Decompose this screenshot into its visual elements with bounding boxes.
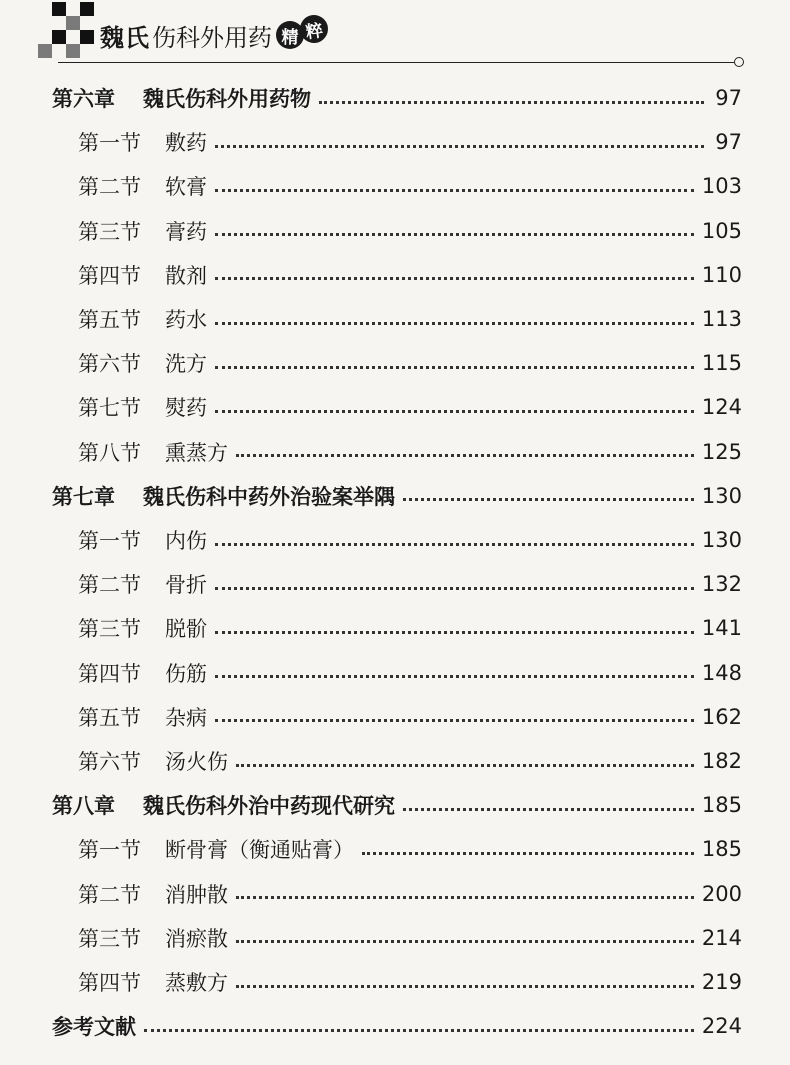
dot-leader <box>215 277 694 280</box>
toc-page-number: 103 <box>701 174 742 199</box>
toc-section-entry[interactable] <box>78 301 742 337</box>
header-rule-end-circle <box>734 57 744 67</box>
toc-entry-label: 第八章 <box>52 793 115 819</box>
toc-page-number: 214 <box>701 925 742 950</box>
toc-page-number: 97 <box>715 86 742 110</box>
toc-page-number: 148 <box>701 660 742 685</box>
toc-section-entry[interactable] <box>78 920 742 956</box>
toc-chapter-entry[interactable] <box>52 478 742 514</box>
toc-entry-label: 第七节 <box>78 396 141 421</box>
toc-section-entry[interactable] <box>78 213 742 249</box>
toc-entry-label: 第六章 <box>52 86 115 111</box>
toc-entry-label: 第四节 <box>78 661 141 686</box>
toc-section-entry[interactable] <box>78 964 742 1000</box>
book-title <box>100 18 328 52</box>
toc-page-number: 130 <box>701 528 742 552</box>
toc-page-number: 125 <box>701 439 742 464</box>
toc-page-number: 185 <box>701 837 742 862</box>
header-decor-square <box>66 16 80 30</box>
toc-section-entry[interactable] <box>78 345 742 381</box>
toc-chapter-entry[interactable] <box>52 1008 742 1044</box>
toc-entry-title: 消肿散 <box>165 882 228 907</box>
book-title-normal: 伤科外用药 <box>152 23 272 52</box>
toc-page-number: 132 <box>701 572 742 597</box>
header-decor-square <box>38 44 52 58</box>
dot-leader <box>215 189 694 192</box>
dot-leader <box>403 498 694 501</box>
toc-chapter-entry[interactable] <box>52 80 742 116</box>
toc-page-number: 185 <box>701 793 742 818</box>
toc-entry-title: 散剂 <box>165 263 207 288</box>
toc-page-number: 105 <box>701 218 742 243</box>
header-decor-square <box>52 30 66 44</box>
toc-page-number: 130 <box>701 483 742 508</box>
toc-section-entry[interactable] <box>78 566 742 602</box>
toc-entry-title: 汤火伤 <box>165 750 228 774</box>
dot-leader <box>215 675 694 678</box>
dot-leader <box>215 543 694 546</box>
toc-entry-label: 第一节 <box>78 529 141 553</box>
toc-entry-title: 魏氏伤科中药外治验案举隅 <box>143 483 395 509</box>
dot-leader <box>236 985 694 988</box>
dot-leader <box>215 719 694 722</box>
toc-entry-label: 第二节 <box>78 882 141 907</box>
toc-section-entry[interactable] <box>78 389 742 425</box>
dot-leader <box>319 101 704 104</box>
toc-entry-title: 脱骱 <box>165 617 207 642</box>
toc-section-entry[interactable] <box>78 168 742 204</box>
header-decor-square <box>80 2 94 16</box>
toc-entry-label: 参考文献 <box>52 1014 136 1040</box>
header-decor-square <box>66 44 80 58</box>
toc-section-entry[interactable] <box>78 522 742 558</box>
toc-entry-label: 第六节 <box>78 352 141 377</box>
toc-page-number: 182 <box>701 749 742 773</box>
toc-entry-title: 消瘀散 <box>165 926 228 951</box>
toc-entry-title: 洗方 <box>165 352 207 377</box>
header-decor-square <box>52 2 66 16</box>
toc-entry-title: 伤筋 <box>165 661 207 686</box>
toc-entry-label: 第六节 <box>78 750 141 774</box>
dot-leader <box>215 587 694 590</box>
toc-page-number: 113 <box>701 307 742 331</box>
toc-section-entry[interactable] <box>78 655 742 691</box>
dot-leader <box>236 764 694 767</box>
dot-leader <box>215 366 694 369</box>
toc-entry-label: 第一节 <box>78 131 141 156</box>
toc-section-entry[interactable] <box>78 743 742 779</box>
toc-page-number: 110 <box>701 262 742 287</box>
toc-entry-label: 第一节 <box>78 838 141 863</box>
toc-entry-title: 药水 <box>165 308 207 332</box>
toc-page-number: 224 <box>701 1014 742 1039</box>
toc-page-number: 141 <box>701 616 742 641</box>
toc-page-number: 124 <box>701 395 742 420</box>
title-badge: 精 <box>276 21 304 49</box>
header-rule <box>58 62 734 63</box>
toc-entry-title: 断骨膏（衡通贴膏） <box>165 838 354 863</box>
toc-entry-title: 杂病 <box>165 705 207 730</box>
page-header <box>0 0 790 70</box>
toc-section-entry[interactable] <box>78 124 742 160</box>
dot-leader <box>236 896 694 899</box>
toc-entry-label: 第三节 <box>78 617 141 642</box>
toc-entry-title: 内伤 <box>165 529 207 553</box>
toc-entry-label: 第二节 <box>78 573 141 598</box>
toc-entry-title: 软膏 <box>165 175 207 200</box>
toc-entry-label: 第四节 <box>78 971 141 995</box>
dot-leader <box>144 1029 694 1032</box>
header-decor-square <box>80 30 94 44</box>
toc-entry-title: 骨折 <box>165 573 207 598</box>
toc-entry-label: 第五节 <box>78 705 141 730</box>
toc-entry-title: 蒸敷方 <box>165 971 228 995</box>
dot-leader <box>215 145 704 148</box>
toc-entry-title: 熨药 <box>165 396 207 421</box>
toc-page-number: 219 <box>701 970 742 994</box>
toc-entry-label: 第八节 <box>78 440 141 465</box>
toc-section-entry[interactable] <box>78 699 742 735</box>
toc-section-entry[interactable] <box>78 610 742 646</box>
toc-section-entry[interactable] <box>78 831 742 867</box>
toc-entry-title: 魏氏伤科外用药物 <box>143 86 311 111</box>
dot-leader <box>403 808 694 811</box>
dot-leader <box>215 233 694 236</box>
dot-leader <box>215 410 694 413</box>
toc-page-number: 97 <box>715 130 742 155</box>
title-badge: 粹 <box>298 13 330 45</box>
toc-page-number: 162 <box>701 704 742 729</box>
toc-entry-title: 敷药 <box>165 131 207 156</box>
toc-entry-label: 第三节 <box>78 219 141 244</box>
toc-entry-title: 膏药 <box>165 219 207 244</box>
toc-entry-title: 魏氏伤科外治中药现代研究 <box>143 793 395 819</box>
toc-page-number: 115 <box>701 351 742 376</box>
toc-entry-label: 第二节 <box>78 175 141 200</box>
toc-entry-label: 第五节 <box>78 308 141 332</box>
toc-section-entry[interactable] <box>78 434 742 470</box>
dot-leader <box>236 454 694 457</box>
toc-entry-title: 熏蒸方 <box>165 440 228 465</box>
toc-section-entry[interactable] <box>78 876 742 912</box>
book-title-bold: 魏氏 <box>100 23 150 52</box>
toc-entry-label: 第七章 <box>52 483 115 509</box>
dot-leader <box>215 322 694 325</box>
toc-chapter-entry[interactable] <box>52 787 742 823</box>
dot-leader <box>236 940 694 943</box>
toc-entry-label: 第四节 <box>78 263 141 288</box>
toc-section-entry[interactable] <box>78 257 742 293</box>
dot-leader <box>362 852 694 855</box>
toc-page-number: 200 <box>701 881 742 906</box>
dot-leader <box>215 631 694 634</box>
toc-entry-label: 第三节 <box>78 926 141 951</box>
